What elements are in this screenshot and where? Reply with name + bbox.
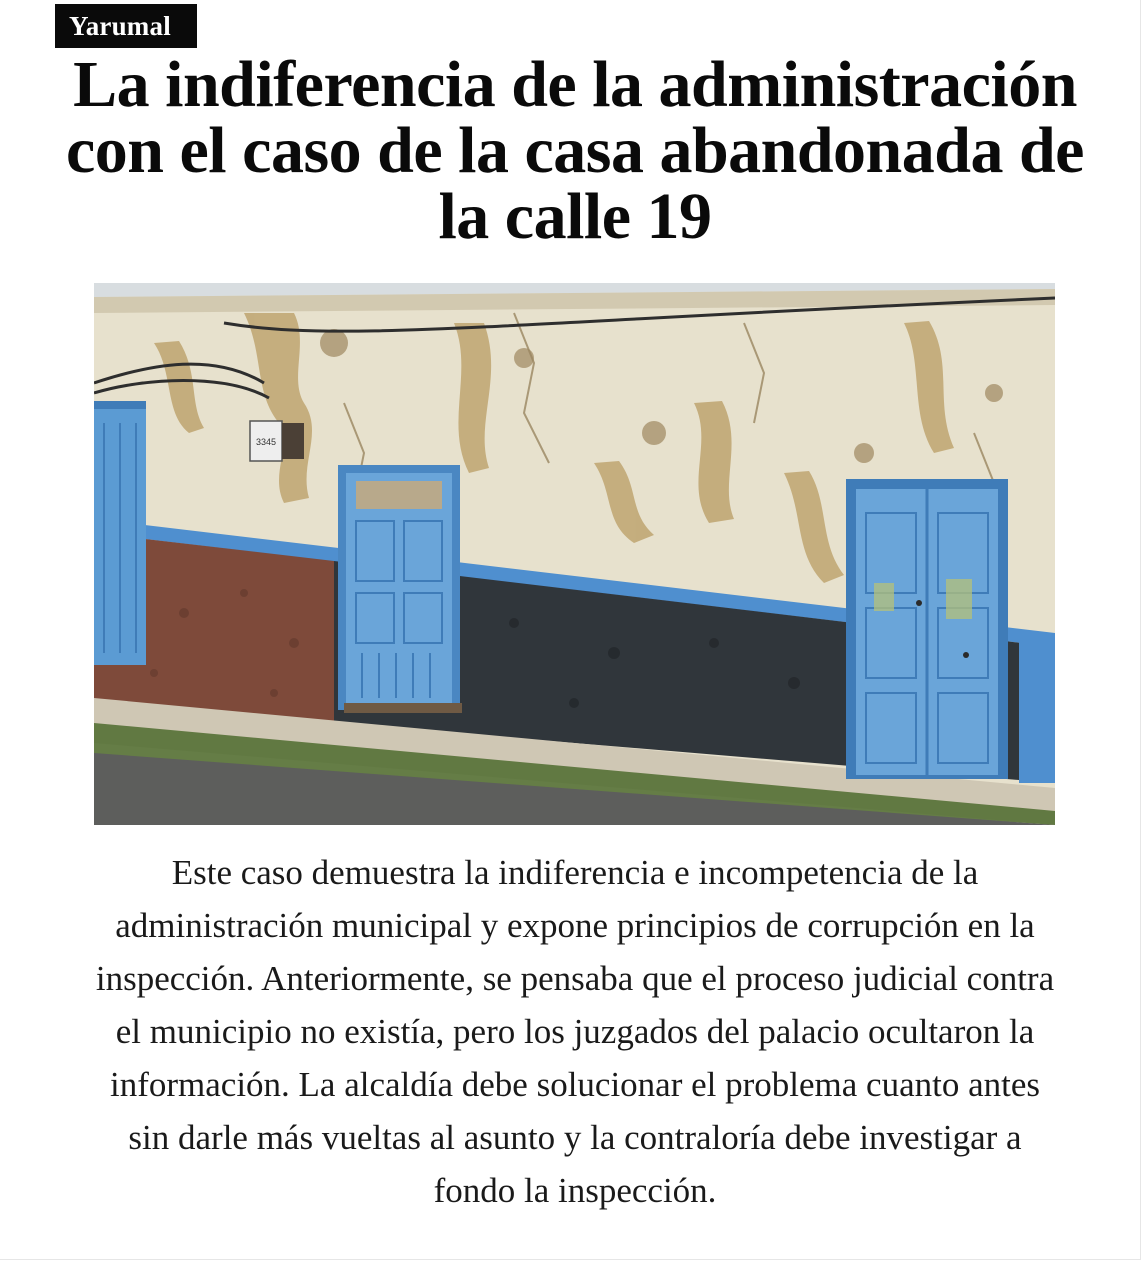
article-photo (94, 283, 1055, 825)
article-headline: La indiferencia de la administración con el caso de la casa abandonada de la calle 19 (66, 48, 1084, 253)
article-body: Este caso demuestra la indiferencia e incompetencia de la administración municipal y expone principios de corrupción en la inspección. Anteriormente, se pensaba que el proceso judicial contra el municipio no existía, pero los juzgados del palacio ocultaron la información. La alcaldía debe solucionar el problema cuanto antes sin darle más vueltas al asunto y la contraloría debe investigar a fondo la inspección. (95, 853, 1055, 1210)
section-tag[interactable]: Yarumal (55, 4, 197, 48)
meter-label: 3345 (255, 437, 277, 447)
